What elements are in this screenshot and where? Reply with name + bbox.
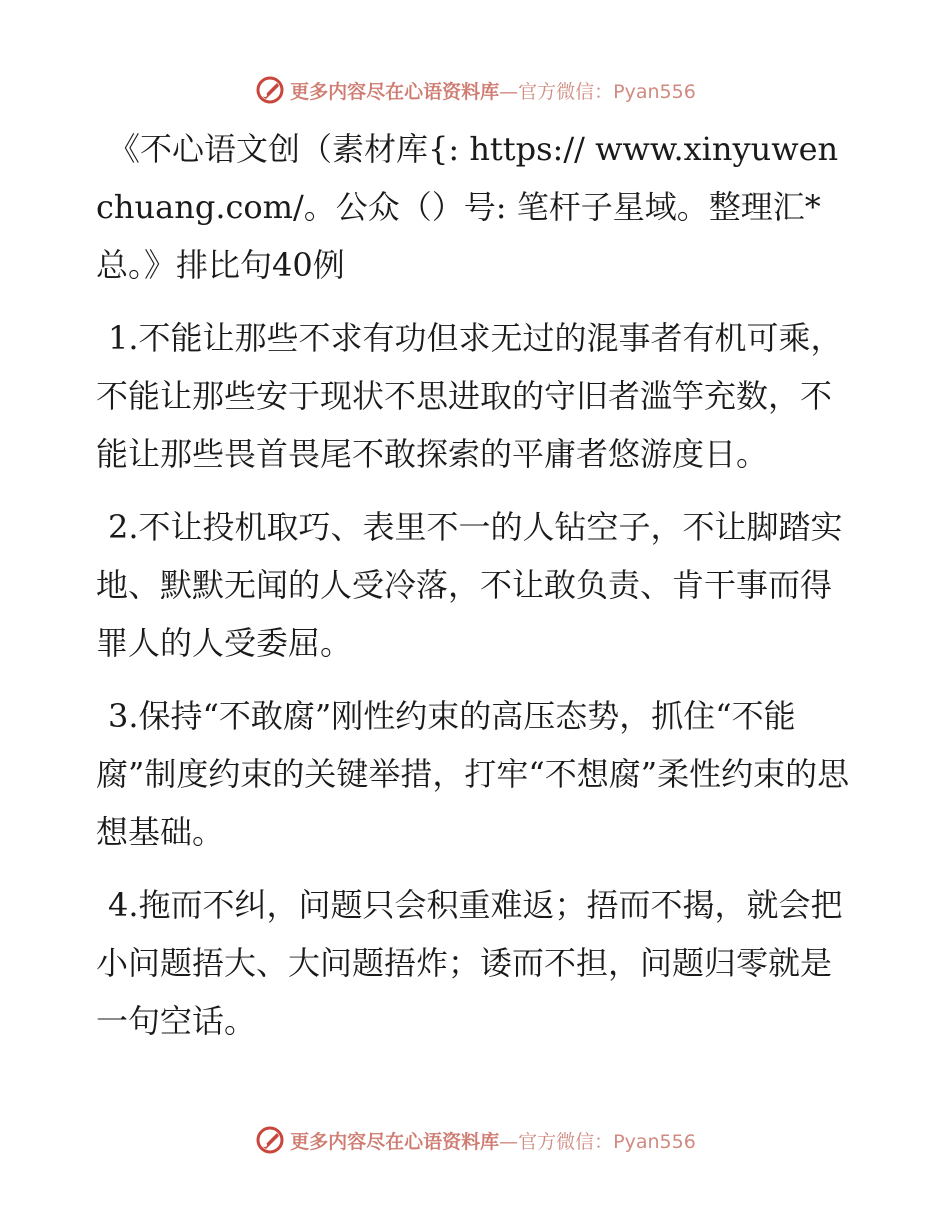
list-item: 3.保持“不敢腐”刚性约束的高压态势，抓住“不能腐”制度约束的关键举措，打牢“不想腐”柔性约束的思想基础。 (96, 697, 850, 851)
watermark-banner-bottom (0, 1120, 950, 1160)
list-item: 4.拖而不纠，问题只会积重难返；捂而不揭，就会把小问题捂大、大问题捂炸；诿而不担，问题归零就是一句空话。 (96, 886, 843, 1040)
watermark-sub-text: —官方微信：Pyan556 (499, 1130, 696, 1153)
quill-logo-icon (254, 74, 286, 106)
watermark-main-text: 更多内容尽在心语资料库 (290, 80, 500, 103)
watermark-banner-top (0, 70, 950, 110)
document-body (96, 120, 856, 1065)
watermark-main-text: 更多内容尽在心语资料库 (290, 1130, 500, 1153)
quill-logo-icon (254, 1124, 286, 1156)
document-title: 《不心语文创（素材库{: https:// www.xinyuwenchuang.com/。公众（）号: 笔杆子星域。整理汇*总。》排比句40例 (96, 130, 839, 284)
watermark-sub-text: —官方微信：Pyan556 (499, 80, 696, 103)
list-item: 2.不让投机取巧、表里不一的人钻空子，不让脚踏实地、默默无闻的人受冷落，不让敢负责、肯干事而得罪人的人受委屈。 (96, 508, 843, 662)
list-item: 1.不能让那些不求有功但求无过的混事者有机可乘，不能让那些安于现状不思进取的守旧者滥竽充数，不能让那些畏首畏尾不敢探索的平庸者悠游度日。 (96, 319, 843, 473)
